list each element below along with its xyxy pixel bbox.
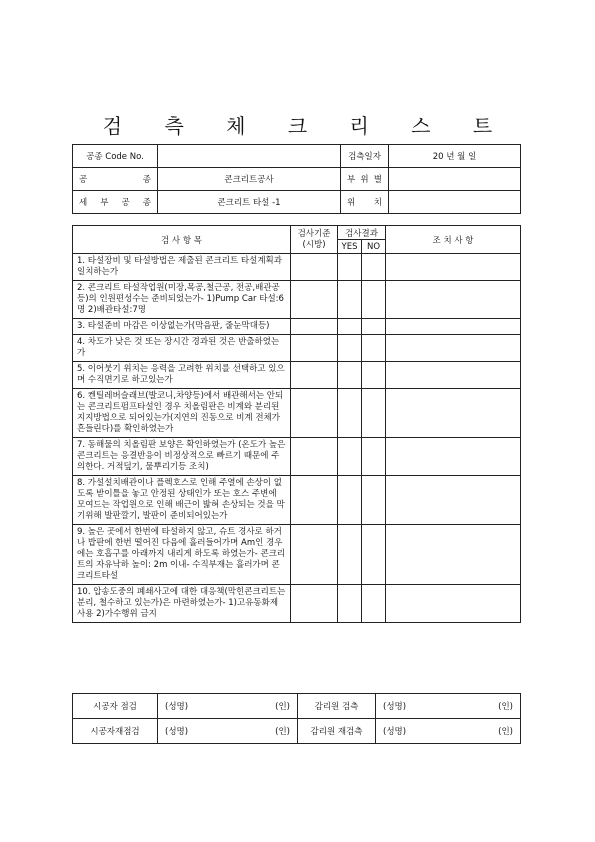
check-item: 4. 차도가 낮은 것 또는 장시간 경과된 것은 반출하였는가 [73, 335, 291, 362]
col-yes-header: YES [338, 240, 362, 254]
no-cell[interactable] [362, 319, 386, 335]
yes-cell[interactable] [338, 281, 362, 319]
table-row [73, 362, 521, 389]
date-value[interactable]: 20 년 월 일 [389, 145, 521, 168]
table-row [73, 319, 521, 335]
check-item: 6. 켄틸레버슬래브(발코니,차양등)에서 배관해서는 안되는 콘크리트펌프타설인 경우 치올림판은 비계와 분리된 지지방법으로 되어있는가(지연의 진동으로 비계 전체가 흔들린다)를 확인하였는가 [73, 389, 291, 438]
yes-cell[interactable] [338, 319, 362, 335]
name-placeholder: (성명) [165, 702, 189, 712]
detail-value[interactable]: 콘크리트 타설 -1 [158, 191, 341, 214]
no-cell[interactable] [362, 362, 386, 389]
standard-cell[interactable] [291, 281, 338, 319]
position-label: 위 치 [341, 191, 389, 214]
info-table [72, 144, 521, 214]
check-item: 7. 동해물의 치올림판 보양은 확인하였는가 (온도가 높은 콘크리트는 응결반응이 비정상적으로 빠르기 때문에 주의한다. 거적덮기, 물뿌리기등 조치) [73, 438, 291, 476]
action-cell[interactable] [386, 319, 521, 335]
supervisor-recheck-label: 감리원 재검측 [298, 719, 376, 744]
name-placeholder: (성명) [383, 702, 407, 712]
seal-placeholder: (인) [275, 727, 290, 737]
table-row [73, 525, 521, 585]
action-cell[interactable] [386, 476, 521, 525]
action-cell[interactable] [386, 438, 521, 476]
name-placeholder: (성명) [165, 727, 189, 737]
position-value[interactable] [389, 191, 521, 214]
supervisor-recheck-signature[interactable] [376, 719, 521, 744]
standard-cell[interactable] [291, 362, 338, 389]
check-item: 2. 콘크리트 타설작업원(미장,목공,철근공, 전공,배관공 등)의 인원편성수는 준비되었는가- 1)Pump Car 타설:6명 2)배관타설:7명 [73, 281, 291, 319]
yes-cell[interactable] [338, 254, 362, 281]
action-cell[interactable] [386, 362, 521, 389]
yes-cell[interactable] [338, 525, 362, 585]
yes-cell[interactable] [338, 362, 362, 389]
no-cell[interactable] [362, 476, 386, 525]
no-cell[interactable] [362, 389, 386, 438]
checklist-table [72, 225, 521, 623]
no-cell[interactable] [362, 254, 386, 281]
supervisor-check-label: 감리원 검측 [298, 694, 376, 719]
action-cell[interactable] [386, 585, 521, 623]
signature-table [72, 693, 521, 744]
contractor-check-signature[interactable] [158, 694, 298, 719]
col-result-header: 검사결과 [338, 226, 386, 240]
code-value[interactable] [158, 145, 341, 168]
col-standard-header: 검사기준 (시방) [291, 226, 338, 254]
action-cell[interactable] [386, 335, 521, 362]
check-item: 9. 높은 곳에서 한번에 타설하지 않고, 슈트 경사로 하거나 밥판에 한번 떨어진 다음에 흘러들어가며 Am인 경우에는 호흡구를 아래까지 내리게 하도록 하였는가- 콘크리트의 자유낙하 높이: 2m 이내- 수직부재는 흘러가며 콘크리트타설 [73, 525, 291, 585]
page-title: 검 측 체 크 리 스 트 [102, 114, 511, 138]
contractor-check-label: 시공자 점검 [73, 694, 158, 719]
yes-cell[interactable] [338, 335, 362, 362]
check-item: 10. 압송도중의 폐쇄사고에 대한 대응책(막힌콘크리트는 분리, 철수하고 있는가)은 마련하였는가- 1)고유동화제 사용 2)가수행위 금지 [73, 585, 291, 623]
check-item: 8. 가설설치배관이나 플렉호스로 인해 주열에 손상이 없도록 받이틀을 놓고 안정된 상태인가 또는 호스 주변에 모여드는 작업원으로 인해 배근이 밟혀 손상되는 것을 막기위해 발판깔기, 발판이 준비되어있는가 [73, 476, 291, 525]
check-item: 1. 타설장비 및 타설방법은 제출된 콘크리트 타설계획과 일치하는가 [73, 254, 291, 281]
contractor-recheck-signature[interactable] [158, 719, 298, 744]
contractor-recheck-label: 시공자재점검 [73, 719, 158, 744]
yes-cell[interactable] [338, 585, 362, 623]
standard-cell[interactable] [291, 254, 338, 281]
seal-placeholder: (인) [498, 727, 513, 737]
table-row [73, 476, 521, 525]
standard-cell[interactable] [291, 525, 338, 585]
check-item: 3. 타설준비 마감은 이상없는가(막음판, 줄눈막대등) [73, 319, 291, 335]
table-row [73, 281, 521, 319]
no-cell[interactable] [362, 525, 386, 585]
no-cell[interactable] [362, 585, 386, 623]
col-action-header: 조 치 사 항 [386, 226, 521, 254]
code-label: 공종 Code No. [73, 145, 158, 168]
standard-cell[interactable] [291, 476, 338, 525]
work-label: 공 종 [73, 168, 158, 191]
standard-cell[interactable] [291, 319, 338, 335]
seal-placeholder: (인) [498, 702, 513, 712]
action-cell[interactable] [386, 281, 521, 319]
action-cell[interactable] [386, 254, 521, 281]
date-label: 검측일자 [341, 145, 389, 168]
yes-cell[interactable] [338, 438, 362, 476]
table-row [73, 254, 521, 281]
col-item-header: 검 사 항 목 [73, 226, 291, 254]
no-cell[interactable] [362, 335, 386, 362]
col-no-header: NO [362, 240, 386, 254]
standard-cell[interactable] [291, 389, 338, 438]
yes-cell[interactable] [338, 476, 362, 525]
name-placeholder: (성명) [383, 727, 407, 737]
standard-cell[interactable] [291, 438, 338, 476]
action-cell[interactable] [386, 525, 521, 585]
table-row [73, 585, 521, 623]
check-item: 5. 이어붓기 위치는 응력을 고려한 위치를 선택하고 있으며 수직면기로 하고있는가 [73, 362, 291, 389]
standard-cell[interactable] [291, 335, 338, 362]
location-value[interactable] [389, 168, 521, 191]
seal-placeholder: (인) [275, 702, 290, 712]
table-row [73, 438, 521, 476]
no-cell[interactable] [362, 438, 386, 476]
table-row [73, 389, 521, 438]
no-cell[interactable] [362, 281, 386, 319]
work-value[interactable]: 콘크리트공사 [158, 168, 341, 191]
detail-label: 세 부 공 종 [73, 191, 158, 214]
table-row [73, 335, 521, 362]
yes-cell[interactable] [338, 389, 362, 438]
location-label: 부 위 별 [341, 168, 389, 191]
supervisor-check-signature[interactable] [376, 694, 521, 719]
action-cell[interactable] [386, 389, 521, 438]
standard-cell[interactable] [291, 585, 338, 623]
